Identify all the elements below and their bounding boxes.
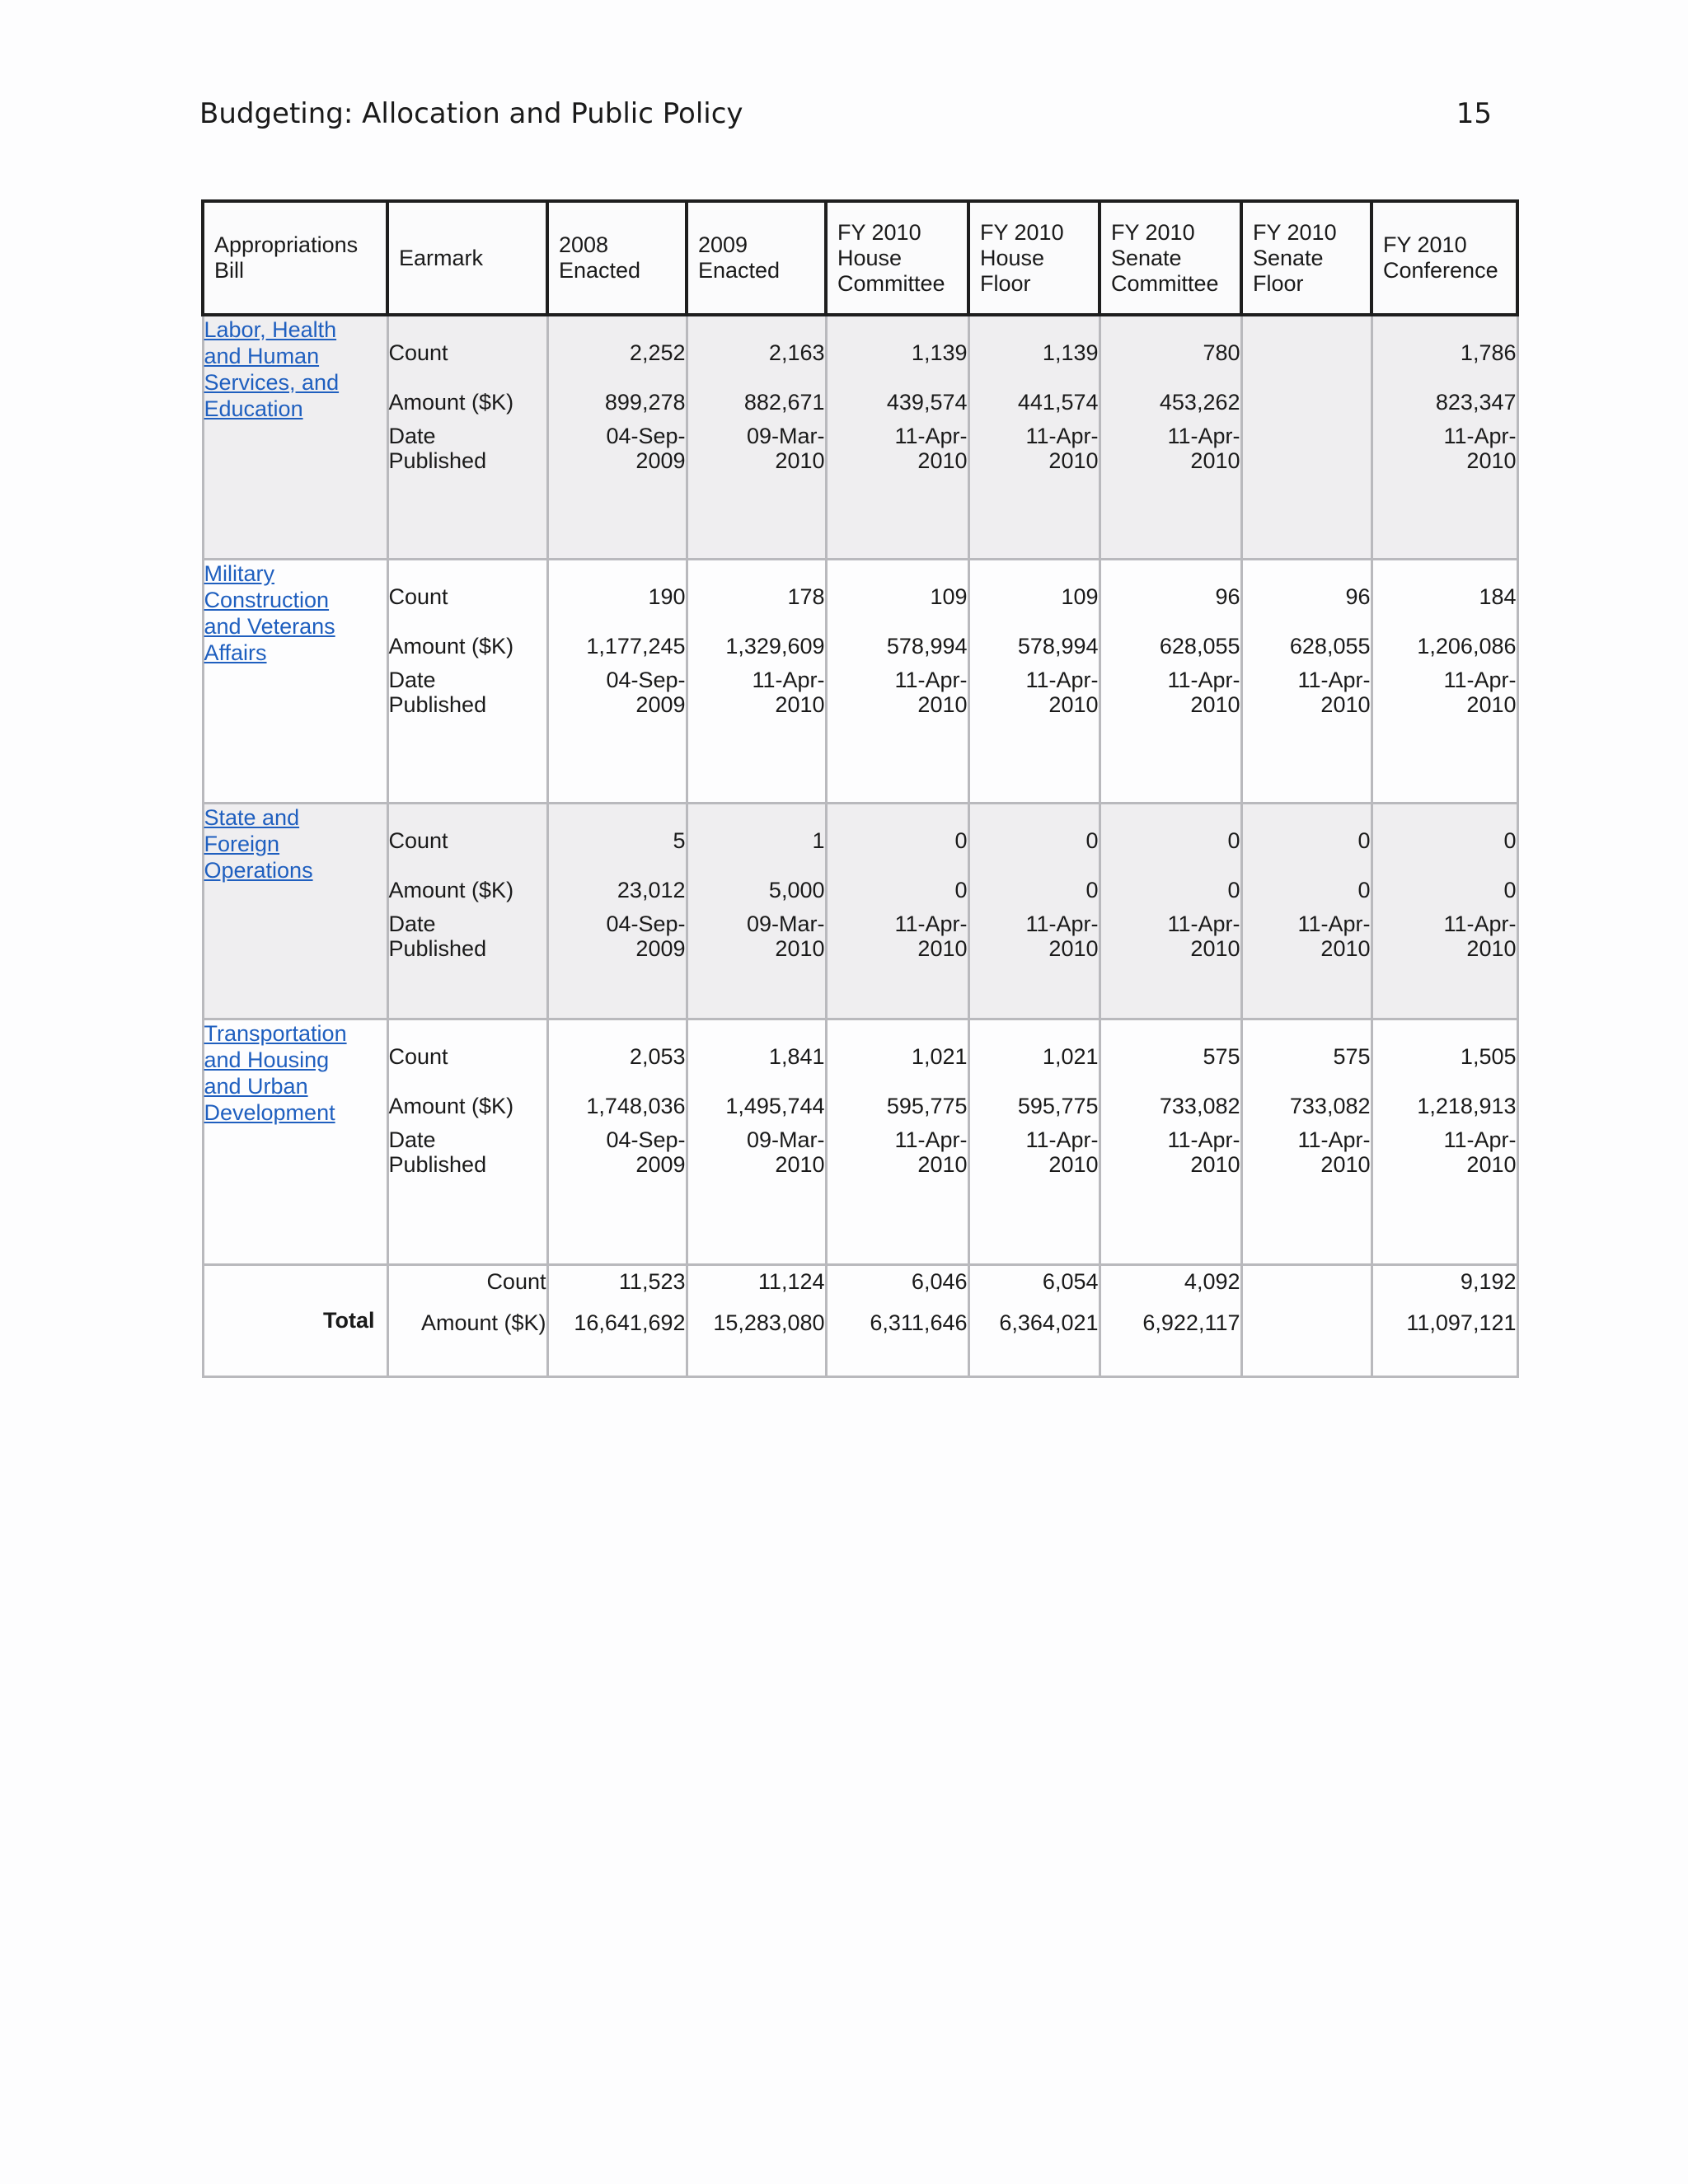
amount-value: 5,000: [768, 877, 825, 902]
value-cell: [968, 1019, 1100, 1264]
amount-value: 1,495,744: [725, 1093, 825, 1118]
total-labels-cell: [387, 1264, 547, 1376]
date-value: 2010: [917, 1151, 968, 1177]
date-value: 09-Mar-: [746, 424, 825, 448]
bill-link[interactable]: and Housing: [204, 1047, 330, 1072]
bill-link[interactable]: Military: [204, 560, 274, 586]
date-value: 11-Apr-: [1167, 911, 1240, 936]
value-cell: [547, 1019, 687, 1264]
date-value: 2010: [1320, 935, 1371, 961]
bill-link[interactable]: State and: [204, 804, 300, 830]
count-value: 96: [1345, 583, 1371, 609]
date-label: Published: [388, 691, 487, 717]
date-value: 11-Apr-: [1297, 667, 1371, 692]
table-header-row: [203, 201, 1517, 315]
amount-label: Amount ($K): [420, 1310, 546, 1335]
value-cell: [1100, 803, 1241, 1019]
value-cell: [687, 803, 826, 1019]
count-label: Count: [388, 1043, 448, 1069]
value-cell: [687, 1019, 826, 1264]
value-cell: [826, 315, 968, 559]
value-cell: [968, 803, 1100, 1019]
amount-value: 0: [1357, 877, 1371, 902]
date-label: Date: [388, 1127, 436, 1152]
total-value-cell: [1241, 1264, 1372, 1376]
total-count-value: 9,192: [1460, 1269, 1517, 1294]
total-label: Total: [203, 1264, 387, 1376]
count-value: 2,252: [629, 340, 686, 365]
count-label: Count: [388, 827, 448, 853]
date-value: 2010: [775, 1151, 825, 1177]
count-value: 1,841: [768, 1043, 825, 1069]
amount-value: 595,775: [886, 1093, 968, 1118]
count-value: 0: [1227, 827, 1240, 853]
value-cell: [968, 315, 1100, 559]
amount-value: 453,262: [1159, 390, 1240, 415]
column-header: FY 2010 Senate Committee: [1100, 201, 1241, 315]
value-cell: [826, 559, 968, 803]
bill-cell: [203, 803, 387, 1019]
bill-link[interactable]: Transportation: [204, 1020, 347, 1046]
earmarks-table: [201, 199, 1519, 1378]
column-header: 2008 Enacted: [547, 201, 687, 315]
value-cell: [1241, 1019, 1372, 1264]
count-value: 2,163: [768, 340, 825, 365]
amount-value: 628,055: [1289, 633, 1371, 658]
date-value: 2009: [635, 1151, 686, 1177]
amount-value: 899,278: [604, 390, 686, 415]
count-label: Count: [388, 340, 448, 365]
date-value: 11-Apr-: [1025, 667, 1099, 692]
column-header: FY 2010 Conference: [1372, 201, 1517, 315]
date-value: 2009: [635, 448, 686, 473]
date-value: 11-Apr-: [1443, 667, 1517, 692]
value-cell: [1241, 559, 1372, 803]
count-value: 5: [673, 827, 686, 853]
count-value: 0: [954, 827, 968, 853]
total-value-cell: [826, 1264, 968, 1376]
bill-cell: [203, 1019, 387, 1264]
count-value: 1,786: [1460, 340, 1517, 365]
amount-value: 439,574: [886, 390, 968, 415]
count-label: Count: [388, 583, 448, 609]
amount-value: 882,671: [743, 390, 825, 415]
value-cell: [1100, 315, 1241, 559]
earmark-labels-cell: [387, 559, 547, 803]
count-value: 190: [648, 583, 686, 609]
amount-value: 0: [1227, 877, 1240, 902]
count-value: 1: [812, 827, 825, 853]
amount-label: Amount ($K): [388, 877, 514, 902]
earmark-labels-cell: [387, 803, 547, 1019]
date-value: 2009: [635, 935, 686, 961]
date-label: Date: [388, 667, 436, 692]
total-amount-value: 6,922,117: [1142, 1310, 1240, 1335]
count-value: 1,139: [911, 340, 968, 365]
count-value: 2,053: [629, 1043, 686, 1069]
total-value-cell: [687, 1264, 826, 1376]
amount-value: 1,329,609: [725, 633, 825, 658]
total-value-cell: [547, 1264, 687, 1376]
amount-value: 441,574: [1017, 390, 1099, 415]
total-amount-value: 15,283,080: [713, 1310, 825, 1335]
bill-link[interactable]: Operations: [204, 857, 313, 883]
value-cell: [1100, 559, 1241, 803]
count-value: 0: [1085, 827, 1099, 853]
date-value: 11-Apr-: [1025, 911, 1099, 936]
count-label: Count: [486, 1269, 546, 1294]
value-cell: [826, 1019, 968, 1264]
date-value: 11-Apr-: [1025, 424, 1099, 448]
column-header: Appropriations Bill: [203, 201, 387, 315]
date-value: 11-Apr-: [894, 911, 968, 936]
date-value: 04-Sep-: [606, 424, 686, 448]
value-cell: [1372, 803, 1517, 1019]
date-value: 2010: [1466, 448, 1517, 473]
date-value: 11-Apr-: [1297, 911, 1371, 936]
date-value: 2010: [775, 691, 825, 717]
table-row: [203, 315, 1517, 559]
count-value: 575: [1203, 1043, 1240, 1069]
table-row: [203, 559, 1517, 803]
column-header: FY 2010 House Floor: [968, 201, 1100, 315]
total-value-cell: [1100, 1264, 1241, 1376]
value-cell: [547, 803, 687, 1019]
date-value: 2010: [775, 448, 825, 473]
date-label: Date: [388, 911, 436, 936]
amount-label: Amount ($K): [388, 1093, 514, 1118]
amount-label: Amount ($K): [388, 390, 514, 415]
date-value: 11-Apr-: [894, 424, 968, 448]
amount-value: 1,206,086: [1417, 633, 1517, 658]
bill-link[interactable]: Construction: [204, 587, 330, 612]
date-value: 04-Sep-: [606, 1127, 686, 1152]
page-header: [199, 97, 1492, 130]
date-value: 04-Sep-: [606, 667, 686, 692]
count-value: 1,021: [1042, 1043, 1099, 1069]
table-row: [203, 803, 1517, 1019]
amount-value: 823,347: [1435, 390, 1517, 415]
amount-value: 1,177,245: [586, 633, 686, 658]
count-value: 1,021: [911, 1043, 968, 1069]
count-value: 575: [1333, 1043, 1371, 1069]
date-label: Published: [388, 1151, 487, 1177]
date-value: 11-Apr-: [1443, 424, 1517, 448]
date-value: 11-Apr-: [1297, 1127, 1371, 1152]
count-value: 109: [930, 583, 968, 609]
date-value: 2010: [1320, 1151, 1371, 1177]
column-header: FY 2010 House Committee: [826, 201, 968, 315]
column-header: 2009 Enacted: [687, 201, 826, 315]
count-value: 0: [1503, 827, 1517, 853]
total-count-value: 4,092: [1184, 1269, 1240, 1294]
date-value: 2010: [917, 691, 968, 717]
bill-link[interactable]: Labor, Health: [204, 317, 337, 342]
count-value: 96: [1215, 583, 1240, 609]
amount-label: Amount ($K): [388, 633, 514, 658]
amount-value: 578,994: [886, 633, 968, 658]
total-count-value: 6,046: [911, 1269, 968, 1294]
count-value: 1,505: [1460, 1043, 1517, 1069]
date-value: 04-Sep-: [606, 911, 686, 936]
total-count-value: 11,124: [757, 1269, 825, 1294]
amount-value: 1,748,036: [586, 1093, 686, 1118]
bill-link[interactable]: Affairs: [204, 640, 267, 665]
amount-value: 578,994: [1017, 633, 1099, 658]
date-value: 2010: [1190, 691, 1240, 717]
total-row: [203, 1264, 1517, 1376]
total-amount-value: 6,364,021: [999, 1310, 1099, 1335]
bill-link[interactable]: and Human: [204, 344, 320, 368]
total-amount-value: 11,097,121: [1406, 1310, 1517, 1335]
date-value: 2010: [1466, 935, 1517, 961]
value-cell: [687, 559, 826, 803]
total-amount-value: 16,641,692: [574, 1310, 686, 1335]
value-cell: [1241, 315, 1372, 559]
date-value: 2010: [1048, 935, 1099, 961]
value-cell: [1372, 559, 1517, 803]
date-value: 2010: [917, 935, 968, 961]
amount-value: 0: [954, 877, 968, 902]
amount-value: 1,218,913: [1417, 1093, 1517, 1118]
date-label: Published: [388, 935, 487, 961]
running-title: Budgeting: Allocation and Public Policy: [199, 97, 743, 130]
date-value: 11-Apr-: [752, 667, 825, 692]
date-value: 2010: [1048, 691, 1099, 717]
page-number: 15: [1456, 97, 1492, 130]
count-value: 780: [1203, 340, 1240, 365]
total-value-cell: [968, 1264, 1100, 1376]
date-value: 11-Apr-: [894, 1127, 968, 1152]
date-label: Published: [388, 448, 487, 473]
count-value: 1,139: [1042, 340, 1099, 365]
amount-value: 23,012: [617, 877, 686, 902]
date-value: 11-Apr-: [1167, 667, 1240, 692]
bill-link[interactable]: Education: [204, 396, 303, 421]
count-value: 0: [1357, 827, 1371, 853]
value-cell: [826, 803, 968, 1019]
bill-link[interactable]: Services, and: [204, 370, 340, 395]
date-value: 11-Apr-: [894, 667, 968, 692]
earmark-labels-cell: [387, 315, 547, 559]
date-label: Date: [388, 424, 436, 448]
date-value: 2010: [1320, 691, 1371, 717]
column-header: FY 2010 Senate Floor: [1241, 201, 1372, 315]
date-value: 11-Apr-: [1025, 1127, 1099, 1152]
date-value: 2010: [1048, 448, 1099, 473]
total-count-value: 11,523: [618, 1269, 686, 1294]
amount-value: 733,082: [1289, 1093, 1371, 1118]
count-value: 178: [787, 583, 825, 609]
date-value: 11-Apr-: [1443, 911, 1517, 936]
amount-value: 0: [1085, 877, 1099, 902]
date-value: 11-Apr-: [1167, 424, 1240, 448]
bill-link[interactable]: Development: [204, 1099, 335, 1125]
table-row: [203, 1019, 1517, 1264]
date-value: 09-Mar-: [746, 911, 825, 936]
value-cell: [1372, 315, 1517, 559]
value-cell: [1241, 803, 1372, 1019]
value-cell: [968, 559, 1100, 803]
date-value: 2010: [1190, 1151, 1240, 1177]
date-value: 2010: [1466, 691, 1517, 717]
bill-cell: [203, 315, 387, 559]
date-value: 09-Mar-: [746, 1127, 825, 1152]
bill-link[interactable]: and Urban: [204, 1073, 308, 1099]
bill-link[interactable]: and Veterans: [204, 613, 335, 639]
total-value-cell: [1372, 1264, 1517, 1376]
total-amount-value: 6,311,646: [870, 1310, 968, 1335]
amount-value: 628,055: [1159, 633, 1240, 658]
bill-link[interactable]: Foreign: [204, 831, 280, 856]
total-count-value: 6,054: [1042, 1269, 1099, 1294]
value-cell: [547, 559, 687, 803]
column-header: Earmark: [387, 201, 547, 315]
count-value: 109: [1061, 583, 1099, 609]
date-value: 11-Apr-: [1443, 1127, 1517, 1152]
bill-cell: [203, 559, 387, 803]
date-value: 11-Apr-: [1167, 1127, 1240, 1152]
date-value: 2010: [1466, 1151, 1517, 1177]
amount-value: 595,775: [1017, 1093, 1099, 1118]
date-value: 2010: [1190, 935, 1240, 961]
earmark-labels-cell: [387, 1019, 547, 1264]
amount-value: 0: [1503, 877, 1517, 902]
date-value: 2010: [917, 448, 968, 473]
value-cell: [547, 315, 687, 559]
count-value: 184: [1479, 583, 1517, 609]
value-cell: [1100, 1019, 1241, 1264]
date-value: 2009: [635, 691, 686, 717]
value-cell: [687, 315, 826, 559]
date-value: 2010: [1190, 448, 1240, 473]
date-value: 2010: [1048, 1151, 1099, 1177]
amount-value: 733,082: [1159, 1093, 1240, 1118]
date-value: 2010: [775, 935, 825, 961]
value-cell: [1372, 1019, 1517, 1264]
